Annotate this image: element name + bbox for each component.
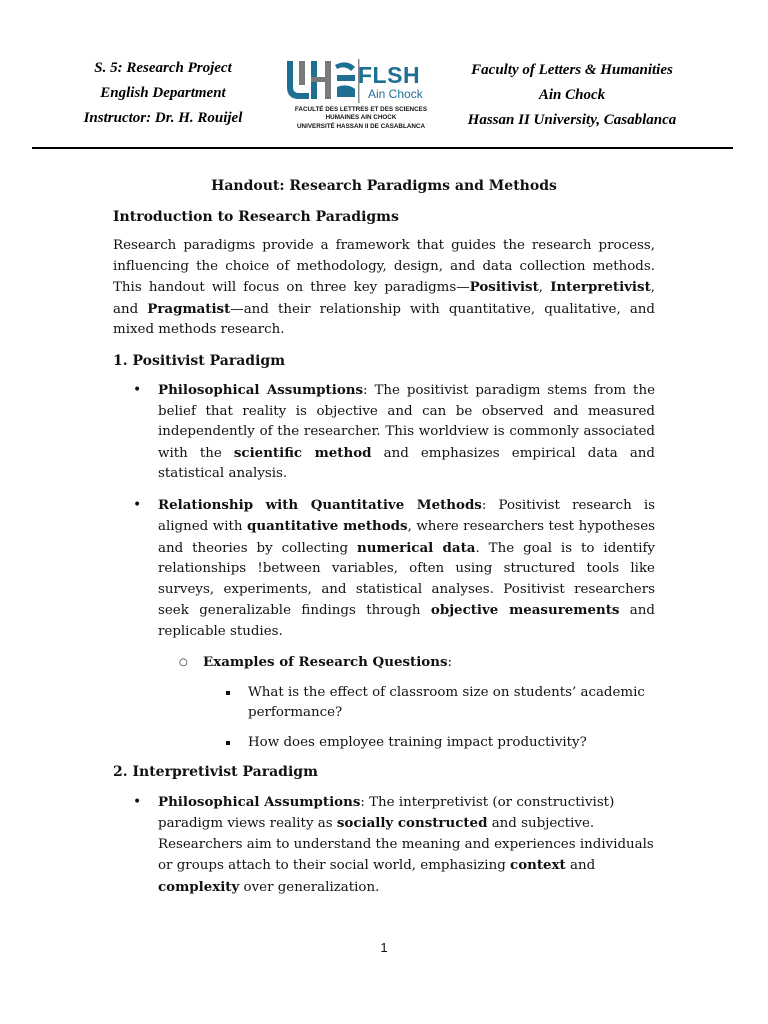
- bullet-label: Philosophical Assumptions: [158, 793, 361, 810]
- faculty-info: [440, 58, 704, 133]
- list-item: [113, 495, 655, 643]
- section-2-heading: 2. Interpretivist Paradigm: [113, 764, 318, 780]
- bullet-keyword: objective measurements: [430, 602, 620, 618]
- bullet-keyword: socially constructed: [336, 815, 488, 831]
- section-2-list: [113, 792, 655, 899]
- header-divider: [32, 147, 733, 149]
- faculty-line-1: Faculty of Letters & Humanities: [471, 62, 673, 78]
- examples-label: Examples of Research Questions: [203, 654, 448, 670]
- bullet-text: and replicable studies.: [158, 603, 655, 639]
- bullet-keyword: quantitative methods: [247, 518, 408, 534]
- document-body: [113, 176, 655, 908]
- bullet-text: and emphasizes empirical data and statistical analysis.: [158, 445, 656, 481]
- bullet-text: : Positivist research is aligned with: [158, 497, 655, 534]
- bullet-text: over generalization.: [239, 879, 380, 895]
- course-line-3: Instructor: Dr. H. Rouijel: [83, 110, 243, 126]
- page-number: 1: [380, 940, 388, 955]
- course-info: [58, 56, 268, 131]
- section-1-heading: 1. Positivist Paradigm: [113, 352, 286, 369]
- intro-paragraph: [113, 236, 655, 341]
- intro-pragmatist: Pragmatist: [147, 300, 231, 317]
- bullet-text: . The goal is to identify relationships !between variables, often using structured tools like surveys, experiments, and statistical analyses. Positivist researchers seek generalizable findings through: [158, 540, 655, 618]
- intro-heading: Introduction to Research Paradigms: [113, 208, 399, 225]
- bullet-text: : The interpretivist (or constructivist) paradigm views reality as: [158, 794, 615, 831]
- list-item: [113, 380, 655, 485]
- section-1-list: [113, 380, 655, 642]
- faculty-line-3: Hassan II University, Casablanca: [467, 112, 677, 128]
- question-item: How does employee training impact productivity?: [113, 733, 655, 754]
- logo-caption-line-3: UNIVERSITÉ HASSAN II DE CASABLANCA: [296, 122, 426, 130]
- logo-flsh-text: FLSH: [358, 62, 421, 88]
- bullet-text: and: [565, 858, 596, 873]
- examples-colon: :: [447, 655, 452, 670]
- bullet-keyword: context: [510, 857, 566, 873]
- logo-caption: [288, 106, 434, 131]
- document-title: Handout: Research Paradigms and Methods: [211, 178, 557, 194]
- bullet-keyword: numerical data: [356, 539, 476, 556]
- course-line-1: S. 5: Research Project: [94, 60, 232, 76]
- bullet-text: , where researchers test hypotheses and theories by collecting: [158, 519, 655, 556]
- bullet-keyword: scientific method: [233, 444, 372, 461]
- question-item: What is the effect of classroom size on students’ academic performance?: [113, 683, 655, 724]
- logo-subtitle: Ain Chock: [368, 87, 423, 101]
- bullet-label: Relationship with Quantitative Methods: [158, 496, 482, 513]
- logo-caption-line-1: FACULTÉ DES LETTRES ET DES SCIENCES: [294, 106, 428, 113]
- intro-sep-1: ,: [538, 280, 551, 295]
- intro-text-1: Research paradigms provide a framework that guides the research process, influencing the choice of methodology, design, and data collection methods. This handout will focus on three key paradigms—: [113, 238, 655, 295]
- bullet-keyword: complexity: [158, 878, 240, 895]
- bullet-text: : The positivist paradigm stems from the belief that reality is objective and can be observed and measured independently of the researcher. This worldview is commonly associated with the: [158, 383, 655, 461]
- intro-text-2: —and their relationship with quantitative, qualitative, and mixed methods research.: [113, 301, 655, 337]
- list-item: [113, 792, 655, 899]
- bullet-text: and subjective. Researchers aim to understand the meaning and experiences individuals or groups attach to their social world, emphasizing: [158, 816, 654, 873]
- intro-sep-2: , and: [113, 280, 656, 317]
- bullet-label: Philosophical Assumptions: [158, 382, 364, 398]
- course-line-2: English Department: [100, 85, 226, 101]
- examples-subitem: [113, 652, 655, 674]
- intro-interpretivist: Interpretivist: [550, 279, 651, 295]
- faculty-line-2: Ain Chock: [538, 87, 606, 103]
- logo-caption-line-2: HUMAINES AIN CHOCK: [325, 114, 397, 122]
- intro-positivist: Positivist: [469, 279, 539, 295]
